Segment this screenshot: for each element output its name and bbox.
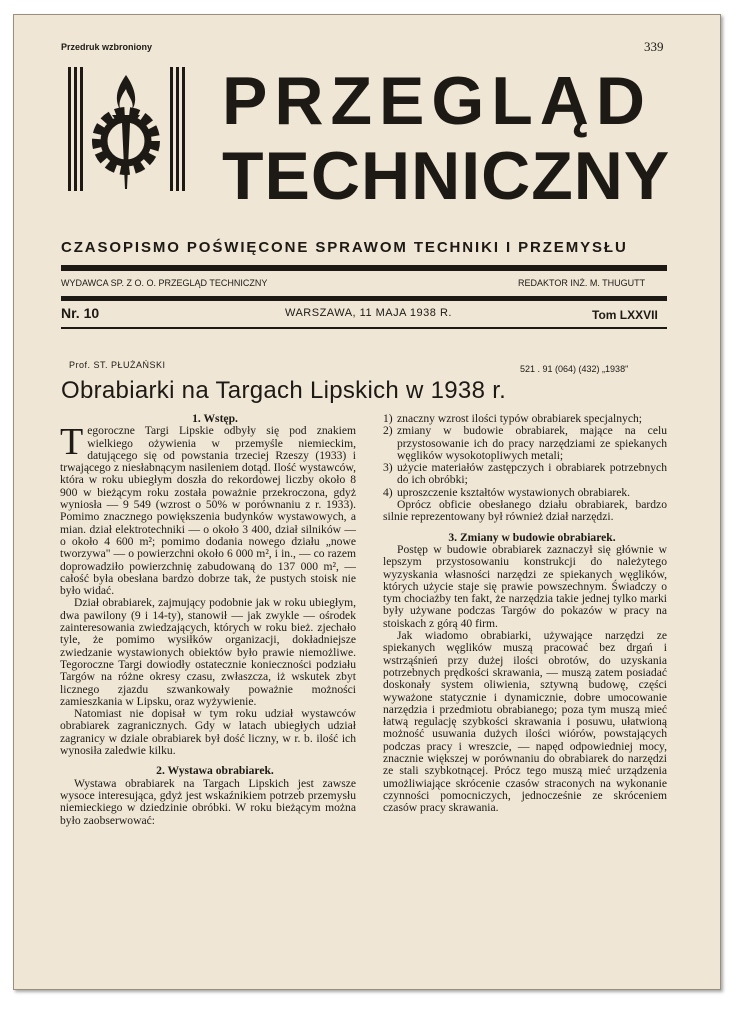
article-author: Prof. ST. PŁUŻAŃSKI (69, 360, 166, 370)
list-item: 3) użycie materiałów zastępczych i obrabiarek potrzebnych do ich obróbki; (383, 461, 667, 487)
right-column (383, 413, 667, 815)
section-heading: 3. Zmiany w budowie obrabiarek. (448, 530, 616, 544)
article-title: Obrabiarki na Targach Lipskich w 1938 r. (61, 377, 507, 404)
paragraph: Wystawa obrabiarek na Targach Lipskich jest zawsze wysoce interesująca, gdyż jest wskaźnikiem potrzeb przemysłu niemieckiego w dziedzinie obróbki. W roku bieżącym można było zaobserwować: (60, 776, 356, 827)
paragraph: Jak wiadomo obrabiarki, używające narzędzi ze spiekanych węglików muszą pracować bez drgań i wstrząśnień przy dużej ilości obrotów, do uzyskania potrzebnych prędkości skrawania, — muszą zatem posiadać doskonały system oliwienia, sztywną budowę, części wyważone statycznie i dynamicznie, dobre umocowanie narzędzia i przedmiotu obrabianego; poza tym muszą mieć łatwą regulację szybkości skrawania i posuwu, ułatwioną możność usuwania dużych ilości wiórów, powstających podczas pracy i wreszcie, — napęd odpowiedniej mocy, znacznie większej w porównaniu do obrabiarek do narzędzi ze stali szybkotnącej. Prócz tego muszą mieć urządzenia umożliwiające skrócenie czasów straconych na wykonanie czynności pomocniczych, jednocześnie ze skróceniem czasów pracy skrawania. (383, 629, 667, 815)
publisher-info: WYDAWCA SP. Z O. O. PRZEGLĄD TECHNICZNY (61, 278, 268, 288)
magazine-subtitle: CZASOPISMO POŚWIĘCONE SPRAWOM TECHNIKI I PRZEMYSŁU (61, 239, 628, 256)
article-classification: 521 . 91 (064) (432) „1938" (520, 364, 629, 374)
magazine-page (13, 14, 721, 990)
rule-thick-middle (61, 296, 667, 301)
reprint-note: Przedruk wzbroniony (61, 42, 153, 52)
rule-thick-top (61, 265, 667, 271)
paragraph: Dział obrabiarek, zajmujący podobnie jak w roku ubiegłym, dwa pawilony (9 i 14-ty), stanowił — jak zwykle — ośrodek zainteresowania zwiedzających, których w roku bież. zjechało tyle, że pomimo wysiłków organizacji, dokładniejsze zwiedzanie wystawionych obiektów było prawie niemożliwe. Tegoroczne Targi dowiodły ostatecznie konieczności podziału Targów na różne okresy czasu, zwłaszcza, iż wskutek zbyt licznego zjazdu szwankowały poważnie możności zamieszkania w Lipsku, oraz wyżywienie. (60, 596, 356, 708)
magazine-title-line1: PRZEGLĄD (222, 63, 652, 139)
paragraph: Oprócz obficie obesłanego działu obrabiarek, bardzo silnie reprezentowany był również dział narzędzi. (383, 498, 667, 524)
editor-info: REDAKTOR INŻ. M. THUGUTT (518, 278, 646, 288)
list-item: 1) znaczny wzrost ilości typów obrabiarek specjalnych; (383, 412, 642, 425)
left-column (60, 413, 356, 827)
page-number: 339 (644, 39, 664, 54)
list-item: 4) uproszczenie kształtów wystawionych obrabiarek. (383, 485, 631, 499)
section-heading: 2. Wystawa obrabiarek. (156, 764, 274, 778)
paragraph: Postęp w budowie obrabiarek zaznaczył się głównie w lepszym przystosowaniu konstrukcji do należytego wyzyskania własności narzędzi ze spiekanych węglików, których użycie staje się prawie powszechnym. Świadczy o tym chociażby ten fakt, że narzędzia takie jednej tylko marki były używane podczas Targów do pokazów w pracy na stoiskach z górą 40 firm. (383, 542, 667, 630)
issue-date: WARSZAWA, 11 MAJA 1938 R. (285, 307, 452, 319)
paragraph: Natomiast nie dopisał w tym roku udział wystawców obrabiarek zagranicznych. Gdy w latach ubiegłych udział zagranicy w dziale obrabiarek był dość liczny, w r. b. ilość ich wynosiła zaledwie kilku. (60, 707, 356, 758)
intro-paragraph: Tegoroczne Targi Lipskie odbyły się pod znakiem wielkiego ożywienia w przemyśle niemieckim, datującego się od powstania trzeciej Rzeszy (1933) i trwającego z niesłabnącym nasileniem dotąd. Ilość wystawców, która w roku ubiegłym doszła do rekordowej liczby około 8 900 w bieżącym roku została poważnie przekroczona, gdyż wyniosła — 9 549 (wzrost o 50% w porównaniu z r. 1933). Pomimo znacznego powiększenia budynków wystawowych, a mian. dział elektrotechniki — o około 3 400, dział silników — o około 4 600 m²; pomimo dodania nowego działu „nowe tworzywa" — o powierzchni około 6 000 m², i in., — co razem doprowadziło powierzchnię zabudowaną do 137 000 m², — całość była obesłana bardzo dobrze tak, że pustych stoisk nie było widać. (60, 421, 356, 598)
volume-number: Tom LXXVII (592, 308, 658, 322)
rule-thin-bottom (61, 327, 667, 329)
magazine-title-line2: TECHNICZNY (222, 138, 671, 214)
torch-gear-icon (66, 65, 188, 195)
issue-number: Nr. 10 (61, 305, 100, 321)
list-item: 2) zmiany w budowie obrabiarek, mające na celu przystosowanie ich do pracy narzędziami ze spiekanych węglików wysokotopliwych metali; (383, 424, 667, 462)
section-heading: 1. Wstęp. (192, 412, 238, 425)
drop-cap: T (60, 421, 84, 464)
